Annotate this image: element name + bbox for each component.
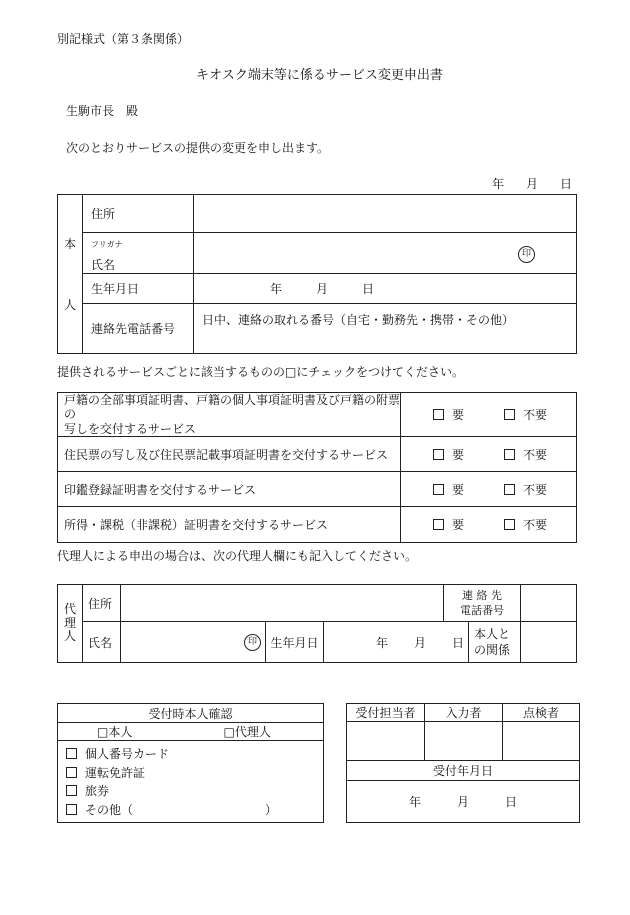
agent-side-label: 代 理 人 (58, 585, 83, 663)
input-label: 入力者 (425, 704, 503, 722)
agent-birthdate-field[interactable]: 年 月 日 (324, 622, 469, 663)
service-name: 所得・課税（非課税）証明書を交付するサービス (58, 507, 401, 543)
service-need-checkbox[interactable]: 要 (433, 446, 464, 463)
service-not-need-checkbox[interactable]: 不要 (504, 446, 547, 463)
service-row (58, 472, 577, 507)
agent-instruction: 代理人による申出の場合は、次の代理人欄にも記入してください。 (57, 549, 418, 563)
birthdate-label: 生年月日 (83, 274, 194, 304)
phone-note: 日中、連絡の取れる番号（自宅・勤務先・携帯・その他） (202, 313, 515, 327)
service-not-need-checkbox[interactable]: 不要 (504, 481, 547, 498)
form-number: 別記様式（第３条関係） (57, 32, 190, 46)
id-item[interactable]: その他（ ） (66, 801, 323, 820)
id-document-list (58, 741, 324, 823)
staff-label: 受付担当者 (347, 704, 425, 722)
agent-name-field[interactable] (121, 622, 266, 663)
form-title: キオスク端末等に係るサービス変更申出書 (196, 68, 443, 83)
agent-relation-field[interactable] (521, 622, 577, 663)
name-label-cell (83, 233, 194, 274)
intro-text: 次のとおりサービスの提供の変更を申し出ます。 (66, 141, 330, 155)
service-need-checkbox[interactable]: 要 (433, 516, 464, 533)
service-not-need-checkbox[interactable]: 不要 (504, 516, 547, 533)
phone-field[interactable] (194, 304, 577, 354)
address-label: 住所 (83, 195, 194, 233)
service-not-need-checkbox[interactable]: 不要 (504, 406, 547, 423)
applicant-table (57, 194, 577, 354)
reception-date-field[interactable]: 年 月 日 (347, 781, 580, 823)
address-field[interactable] (194, 195, 577, 233)
agent-seal-mark: 印 (244, 634, 261, 651)
agent-phone-label: 連 絡 先 電話番号 (444, 585, 521, 622)
agent-phone-field[interactable] (521, 585, 577, 622)
agent-birthdate-label: 生年月日 (266, 622, 324, 663)
service-row (58, 393, 577, 437)
id-item[interactable]: 個人番号カード (66, 745, 323, 764)
staff-field[interactable] (347, 722, 425, 761)
addressee: 生駒市長 殿 (66, 104, 139, 118)
service-name: 住民票の写し及び住民票記載事項証明書を交付するサービス (58, 437, 401, 472)
reception-self-option[interactable]: □本人 (58, 723, 172, 741)
input-field[interactable] (425, 722, 503, 761)
applicant-side-label: 本 人 (58, 195, 83, 354)
checker-label: 点検者 (503, 704, 580, 722)
id-item[interactable]: 運転免許証 (66, 764, 323, 783)
services-instruction: 提供されるサービスごとに該当するものの□にチェックをつけてください。 (57, 365, 464, 379)
agent-name-label: 氏名 (83, 622, 121, 663)
reception-check-table (57, 703, 324, 823)
service-need-checkbox[interactable]: 要 (433, 481, 464, 498)
submission-date: 年 月 日 (492, 177, 573, 191)
agent-address-label: 住所 (83, 585, 121, 622)
office-use-table (346, 703, 580, 823)
reception-title: 受付時本人確認 (58, 704, 324, 723)
service-need-checkbox[interactable]: 要 (433, 406, 464, 423)
agent-address-field[interactable] (121, 585, 444, 622)
agent-table (57, 584, 577, 663)
checker-field[interactable] (503, 722, 580, 761)
reception-date-label: 受付年月日 (347, 761, 580, 781)
service-row (58, 507, 577, 543)
id-item[interactable]: 旅券 (66, 782, 323, 801)
birthdate-field[interactable]: 年 月 日 (194, 274, 577, 304)
services-table (57, 392, 577, 543)
reception-agent-option[interactable]: □代理人 (171, 723, 323, 741)
service-row (58, 437, 577, 472)
name-label: 氏名 (91, 258, 116, 272)
agent-relation-label: 本人と の関係 (469, 622, 521, 663)
service-name: 戸籍の全部事項証明書、戸籍の個人事項証明書及び戸籍の附票の 写しを交付するサービス (58, 393, 401, 437)
name-field[interactable] (194, 233, 577, 274)
phone-label: 連絡先電話番号 (83, 304, 194, 354)
furigana-label: フリガナ (91, 240, 123, 249)
service-name: 印鑑登録証明書を交付するサービス (58, 472, 401, 507)
seal-mark: 印 (518, 246, 535, 263)
